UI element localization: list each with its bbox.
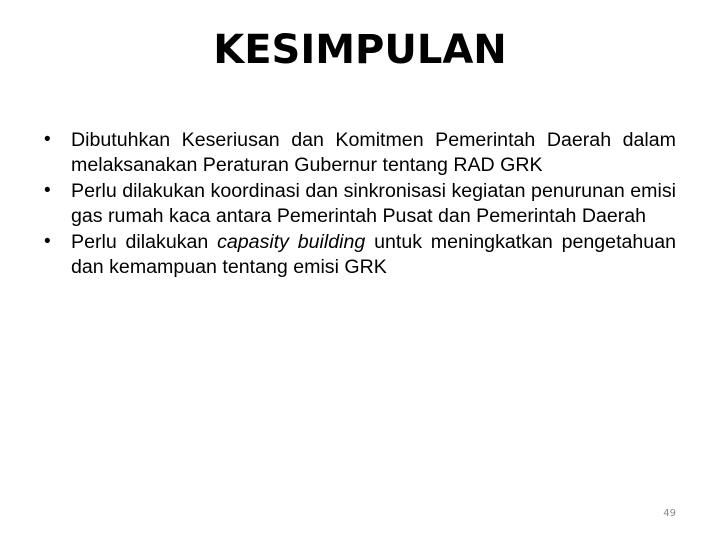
bullet-dot-icon: • — [44, 129, 51, 150]
bullet-dot-icon: • — [44, 231, 51, 253]
bullet-list — [40, 128, 676, 280]
bullet-text: Perlu dilakukan koordinasi dan sinkronisasi kegiatan penurunan emisi gas rumah kaca antara Pemerintah Pusat dan Pemerintah Daerah — [71, 180, 676, 227]
bullet-text: Dibutuhkan Keseriusan dan Komitmen Pemerintah Daerah dalam melaksanakan Peraturan Gubernur tentang RAD GRK — [71, 129, 676, 176]
bullet-item-commitment — [40, 128, 676, 177]
bullet-dot-icon: • — [44, 180, 51, 202]
bullet-text-after: untuk meningkatkan pengetahuan dan kemampuan tentang emisi GRK — [71, 231, 676, 278]
bullet-text-italic: capasity building — [217, 231, 366, 254]
bullet-text-before: Perlu dilakukan — [71, 231, 218, 254]
bullet-item-coordination — [40, 179, 676, 228]
bullet-item-capacity-building — [40, 230, 676, 279]
slide-title: KESIMPULAN — [213, 27, 507, 73]
page-number: 49 — [663, 508, 676, 519]
